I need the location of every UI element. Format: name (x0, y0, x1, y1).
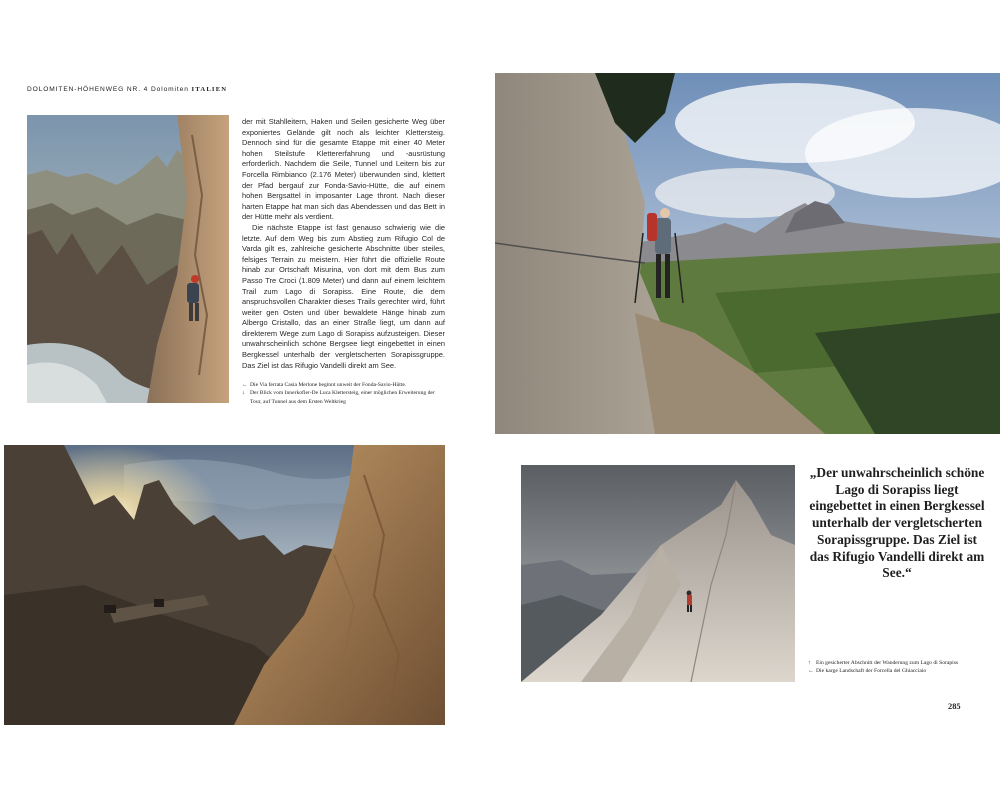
photo-climber-via-ferrata (27, 115, 229, 403)
photo-hiker-on-ledge (495, 73, 1000, 434)
page-number: 285 (948, 702, 961, 711)
body-text (242, 117, 445, 371)
caption-text: Die Via ferrata Casia Merlone beginnt unweit der Fonda-Savio-Hütte. (250, 382, 407, 388)
body-paragraph: der mit Stahlleitern, Haken und Seilen gesicherte Weg über exponiertes Gelände gilt noch als leichter Klettersteig. Dennoch sind für die gesamte Etappe mit einer 40 Meter hohen Steilstufe Klettererfahrung und -ausrüstung erforderlich. Nachdem die Seile, Tunnel und Leitern bis zur Forcella Rimbianco (2.176 Meter) überwunden sind, klettert der Pfad bergauf zur Fonda-Savio-Hütte, die auf einem hohen Bergsattel in imposanter Lage thront. Nach dieser harten Etappe hat man sich das Abendessen und das Bett in der Hütte mehr als verdient. (242, 117, 445, 222)
running-head-route: DOLOMITEN-HÖHENWEG NR. 4 Dolomiten (27, 86, 189, 93)
photo-ridge-forcella (521, 465, 795, 682)
running-head-country: ITALIEN (191, 86, 228, 93)
caption (808, 667, 988, 675)
caption (242, 381, 442, 389)
arrow-left-icon: ← (242, 382, 248, 388)
caption (808, 659, 988, 667)
running-head (27, 86, 227, 93)
right-captions (808, 659, 988, 676)
arrow-up-icon: ↑ (808, 660, 811, 666)
pull-quote: „Der unwahrscheinlich schöne Lago di Sorapiss liegt eingebettet in einen Bergkessel unterhalb der vergletscherten Sorapissgruppe. Das Ziel ist das Rifugio Vandelli direkt am See.“ (809, 465, 985, 581)
caption-text: Ein gesicherter Abschnitt der Wanderung zum Lago di Sorapiss (816, 660, 959, 666)
left-captions (242, 381, 442, 406)
caption-text: Die karge Landschaft der Forcella del Ghiacciaio (816, 668, 927, 675)
arrow-down-icon: ↓ (242, 390, 245, 397)
caption (242, 389, 442, 406)
body-paragraph: Die nächste Etappe ist fast genauso schwierig wie die letzte. Auf dem Weg bis zum Abstieg zum Rifugio Col de Varda gilt es, zahlreiche gesicherte Abschnitte über steiles, felsiges Terrain zu meistern. Hier führt die offizielle Route hinab zur Ortschaft Misurina, von dort mit dem Bus zum Passo Tre Croci (1.809 Meter) und dann auf einem leichtem Trail zum Lago di Sorapiss. Eine Route, die dem anspruchsvollen Charakter dieses Trails gerechter wird, führt weiter gen Osten und über bewaldete Hänge hinab zum Albergo Cristallo, das an einer Straße liegt, um dann auf direkterem Wege zum Lago di Sorapiss aufzusteigen. Dieser unwahrscheinlich schöne Bergsee liegt eingebettet in einen Bergkessel unterhalb der vergletscherten Sorapissgruppe. Das Ziel ist das Rifugio Vandelli direkt am See. (242, 222, 445, 370)
photo-sunburst-peaks (4, 445, 445, 725)
caption-text: Der Blick vom Innerkofler-De Luca Klettersteig, einer möglichen Erweiterung der Tour, auf Tunnel aus dem Ersten Weltkrieg (250, 390, 435, 405)
arrow-left-icon: ← (808, 668, 814, 675)
